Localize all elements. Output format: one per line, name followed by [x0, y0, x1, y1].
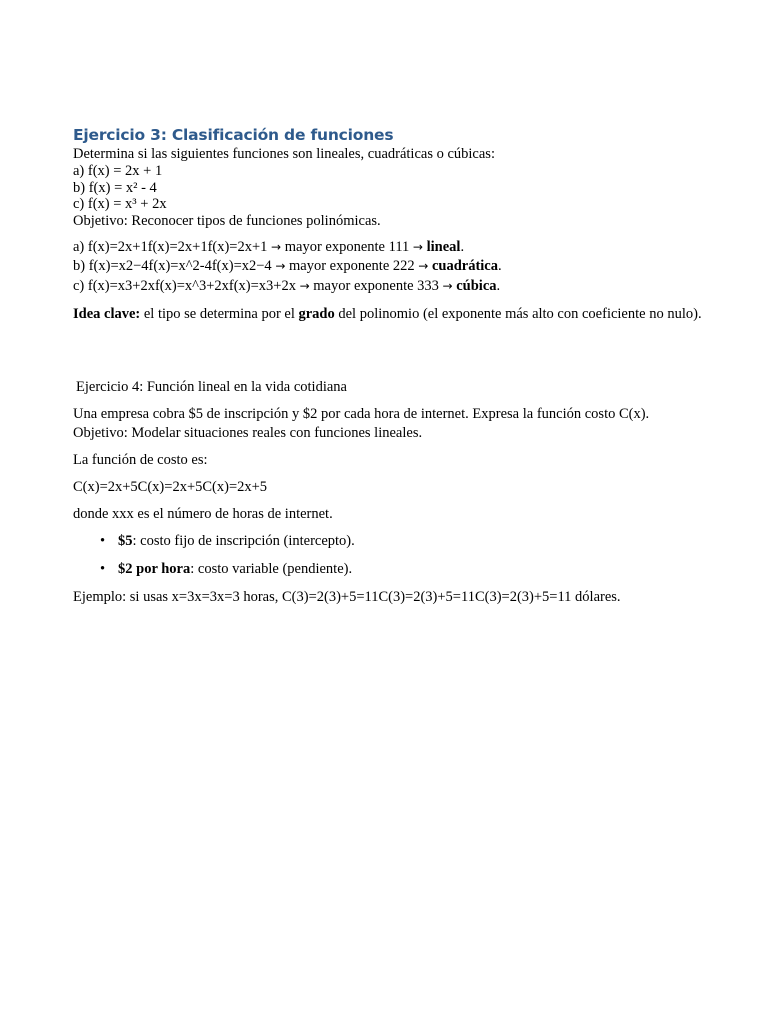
exercise-3-item-b: b) f(x) = x² - 4 — [73, 179, 157, 196]
answer-c-expression: c) f(x)=x3+2xf(x)=x^3+2xf(x)=x3+2x — [73, 277, 296, 294]
exercise-3-heading: Ejercicio 3: Clasificación de funciones — [73, 126, 394, 144]
exercise-3-statement — [73, 146, 703, 230]
bullet-icon: • — [100, 533, 106, 550]
answer-c-period: . — [496, 277, 501, 294]
exercise-3-intro: Determina si las siguientes funciones son lineales, cuadráticas o cúbicas: — [73, 146, 495, 162]
bullet-icon: • — [100, 561, 106, 578]
key-idea-label: Idea clave: — [73, 306, 141, 323]
key-idea — [73, 304, 703, 324]
exercise-3-objective: Objetivo: Reconocer tipos de funciones polinómicas. — [73, 213, 381, 230]
cost-function-intro: La función de costo es: — [73, 452, 208, 469]
answer-b-period: . — [498, 258, 502, 275]
answer-b-result: cuadrática — [431, 258, 498, 275]
list-item-text: : costo variable (pendiente). — [190, 561, 353, 578]
document-page — [73, 124, 703, 607]
exercise-4-objective: Objetivo: Modelar situaciones reales con funciones lineales. — [73, 425, 423, 442]
answer-a — [73, 238, 703, 258]
list-item-bold: $2 por hora — [118, 561, 191, 578]
arrow-icon: → — [442, 278, 453, 293]
arrow-icon: → — [275, 259, 286, 274]
answer-a-result: lineal — [426, 238, 461, 255]
cost-components-list — [73, 532, 703, 579]
key-idea-text-1: el tipo se determina por el — [143, 306, 295, 323]
cost-function-formula: C(x)=2x+5C(x)=2x+5C(x)=2x+5 — [73, 479, 268, 496]
exercise-4-problem: Una empresa cobra $5 de inscripción y $2 por cada hora de internet. Expresa la función costo C(x). — [73, 406, 650, 423]
arrow-icon: → — [271, 239, 282, 254]
arrow-icon: → — [299, 278, 310, 293]
list-item-bold: $5 — [118, 533, 133, 550]
variable-description: donde xxx es el número de horas de internet. — [73, 506, 333, 523]
arrow-icon: → — [418, 259, 429, 274]
arrow-icon: → — [412, 239, 423, 254]
exercise-3-item-a: a) f(x) = 2x + 1 — [73, 162, 163, 179]
list-item — [73, 532, 703, 551]
key-idea-bold: grado — [298, 306, 335, 323]
key-idea-text-2: del polinomio (el exponente más alto con coeficiente no nulo). — [338, 306, 702, 323]
answer-b-expression: b) f(x)=x2−4f(x)=x^2-4f(x)=x2−4 — [73, 258, 272, 275]
answer-a-exponent: mayor exponente 111 — [284, 238, 410, 255]
list-item-text: : costo fijo de inscripción (intercepto). — [132, 533, 355, 550]
worked-example: Ejemplo: si usas x=3x=3x=3 horas, C(3)=2(3)+5=11C(3)=2(3)+5=11C(3)=2(3)+5=11 dólares. — [73, 589, 621, 606]
answer-c — [73, 277, 703, 297]
exercise-4-heading: Ejercicio 4: Función lineal en la vida cotidiana — [76, 379, 347, 396]
answer-b — [73, 257, 703, 277]
answer-c-exponent: mayor exponente 333 — [313, 277, 439, 294]
answer-a-expression: a) f(x)=2x+1f(x)=2x+1f(x)=2x+1 — [73, 238, 268, 255]
answer-b-exponent: mayor exponente 222 — [289, 258, 415, 275]
exercise-4-statement — [73, 405, 703, 443]
list-item — [73, 560, 703, 579]
exercise-3-answers — [73, 238, 703, 297]
answer-c-result: cúbica — [456, 277, 497, 294]
exercise-3-item-c: c) f(x) = x³ + 2x — [73, 196, 167, 213]
answer-a-period: . — [460, 238, 465, 255]
